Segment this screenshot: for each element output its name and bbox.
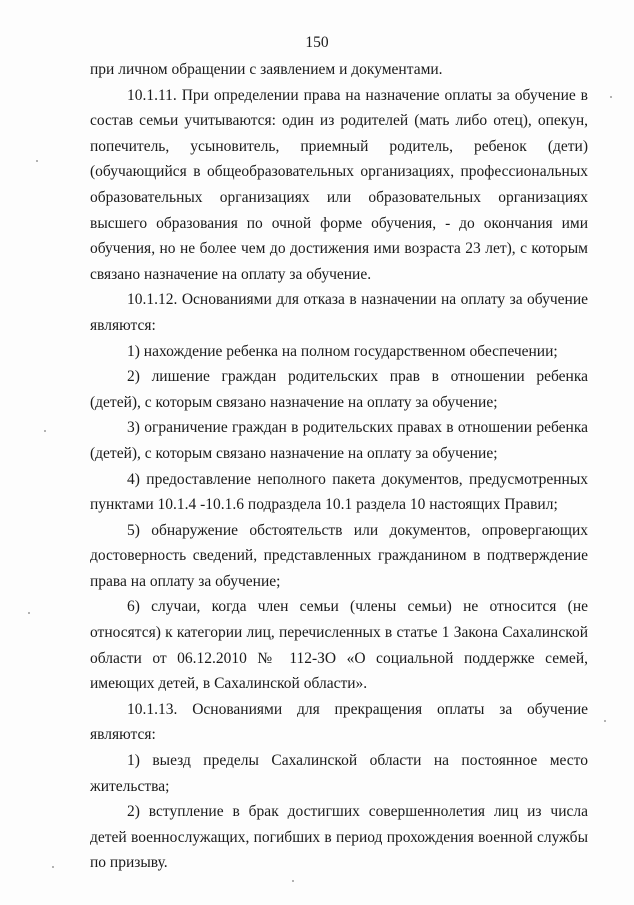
page-number: 150 [305, 34, 329, 51]
list-item-refusal-3: 3) ограничение граждан в родительских правах в отношении ребенка (детей), с которым связано назначение на оплату за обучение; [90, 419, 588, 462]
document-body [90, 57, 588, 876]
list-item-termination-2: 2) вступление в брак достигших совершеннолетия лиц из числа детей военнослужащих, погибших в период прохождения военной службы по призыву. [90, 803, 588, 872]
list-item-refusal-1: 1) нахождение ребенка на полном государственном обеспечении; [127, 342, 558, 360]
paragraph-10-1-13: 10.1.13. Основаниями для прекращения оплаты за обучение являются: [90, 700, 588, 744]
paragraph-10-1-12: 10.1.12. Основаниями для отказа в назначении на оплату за обучение являются: [90, 291, 588, 334]
scan-speck [36, 160, 38, 162]
paragraph-10-1-11: 10.1.11. При определении права на назначение оплаты за обучение в состав семьи учитываются: один из родителей (мать либо отец), опекун, попечитель, усыновитель, приемный родитель, ребенок (дети) (обучающийся в общеобразовательных организациях, профессиональных образовательных организациях или образовательных организациях высшего образования по очной форме обучения, - до окончания ими обучения, но не более чем до достижения ими возраста 23 лет), с которым связано назначение на оплату за обучение. [90, 86, 588, 283]
scan-speck [604, 720, 606, 722]
list-item-refusal-2: 2) лишение граждан родительских прав в отношении ребенка (детей), с которым связано назначение на оплату за обучение; [90, 368, 588, 411]
list-item-refusal-5: 5) обнаружение обстоятельств или документов, опровергающих достоверность сведений, представленных гражданином в подтверждение права на оплату за обучение; [90, 521, 588, 590]
scan-speck [292, 880, 294, 882]
scan-speck [28, 612, 30, 614]
list-item-termination-1: 1) выезд пределы Сахалинской области на постоянное место жительства; [90, 752, 588, 795]
paragraph-continuation: при личном обращении с заявлением и документами. [90, 61, 443, 78]
list-item-refusal-4: 4) предоставление неполного пакета документов, предусмотренных пунктами 10.1.4 -10.1.6 подраздела 10.1 раздела 10 настоящих Правил; [90, 470, 588, 514]
list-item-refusal-6: 6) случаи, когда член семьи (члены семьи) не относится (не относятся) к категории лиц, перечисленных в статье 1 Закона Сахалинской области от 06.12.2010 № 112-ЗО «О социальной поддержке семей, имеющих детей, в Сахалинской области». [90, 598, 588, 693]
scan-speck [52, 866, 54, 868]
scan-speck [44, 430, 46, 432]
scan-speck [610, 96, 612, 98]
